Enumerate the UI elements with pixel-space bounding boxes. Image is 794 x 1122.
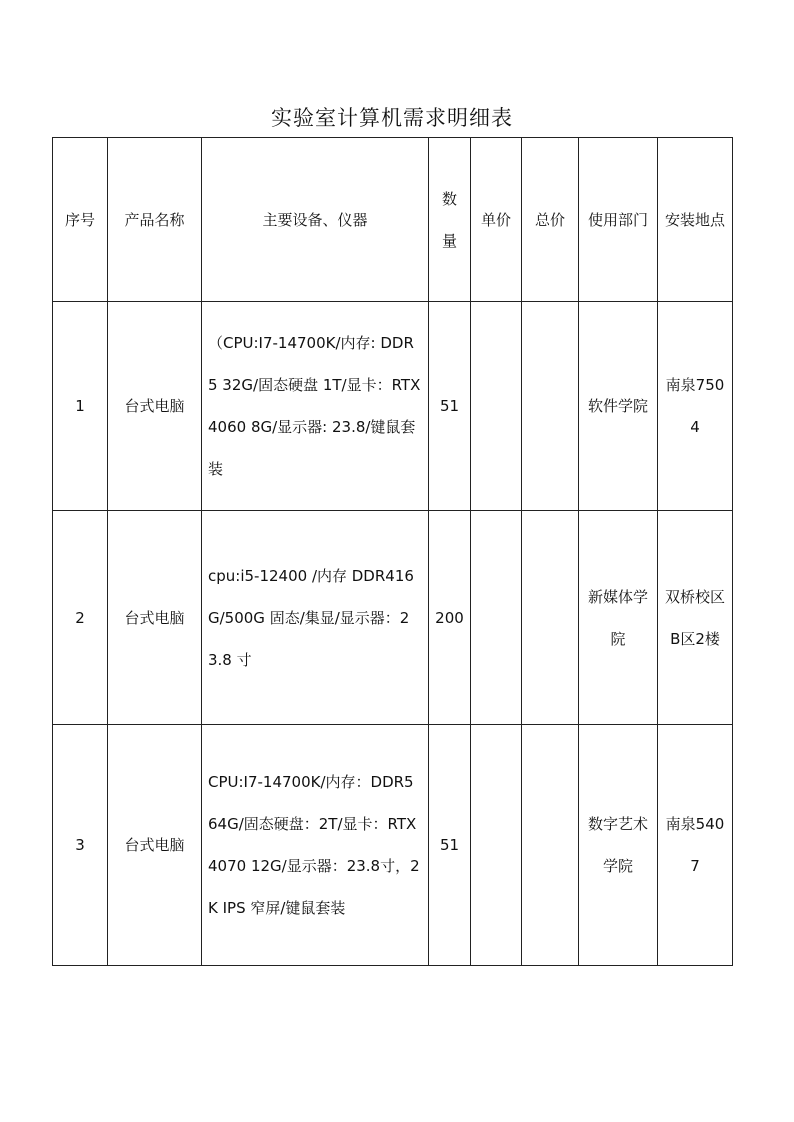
header-cell-unit-price: 单价 (471, 138, 522, 302)
cell-no: 1 (53, 302, 108, 511)
requirements-table (52, 137, 733, 966)
cell-location: 南泉7504 (658, 302, 733, 511)
cell-unit-price (471, 511, 522, 725)
cell-total-price (522, 725, 579, 966)
document-title: 实验室计算机需求明细表 (271, 106, 513, 130)
cell-department: 新媒体学院 (579, 511, 658, 725)
cell-spec: cpu:i5-12400 /内存 DDR416G/500G 固态/集显/显示器：23.8 寸 (202, 511, 429, 725)
cell-location: 双桥校区B区2楼 (658, 511, 733, 725)
cell-total-price (522, 302, 579, 511)
cell-department: 数字艺术学院 (579, 725, 658, 966)
header-cell-location: 安装地点 (658, 138, 733, 302)
cell-product: 台式电脑 (108, 302, 202, 511)
cell-product: 台式电脑 (108, 725, 202, 966)
cell-product: 台式电脑 (108, 511, 202, 725)
header-row (53, 138, 733, 302)
cell-no: 2 (53, 511, 108, 725)
cell-unit-price (471, 725, 522, 966)
cell-location: 南泉5407 (658, 725, 733, 966)
cell-qty: 200 (429, 511, 471, 725)
cell-unit-price (471, 302, 522, 511)
table-row (53, 725, 733, 966)
cell-qty: 51 (429, 302, 471, 511)
cell-spec: （CPU:I7-14700K/内存: DDR5 32G/固态硬盘 1T/显卡：RTX4060 8G/显示器: 23.8/键鼠套装 (202, 302, 429, 511)
table-row (53, 302, 733, 511)
header-cell-no: 序号 (53, 138, 108, 302)
cell-qty: 51 (429, 725, 471, 966)
cell-spec: CPU:I7-14700K/内存：DDR5 64G/固态硬盘：2T/显卡：RTX4070 12G/显示器：23.8寸，2K IPS 窄屏/键鼠套装 (202, 725, 429, 966)
cell-department: 软件学院 (579, 302, 658, 511)
header-cell-department: 使用部门 (579, 138, 658, 302)
cell-total-price (522, 511, 579, 725)
header-cell-product: 产品名称 (108, 138, 202, 302)
header-cell-total-price: 总价 (522, 138, 579, 302)
cell-no: 3 (53, 725, 108, 966)
header-cell-qty: 数量 (429, 138, 471, 302)
table-row (53, 511, 733, 725)
header-cell-spec: 主要设备、仪器 (202, 138, 429, 302)
